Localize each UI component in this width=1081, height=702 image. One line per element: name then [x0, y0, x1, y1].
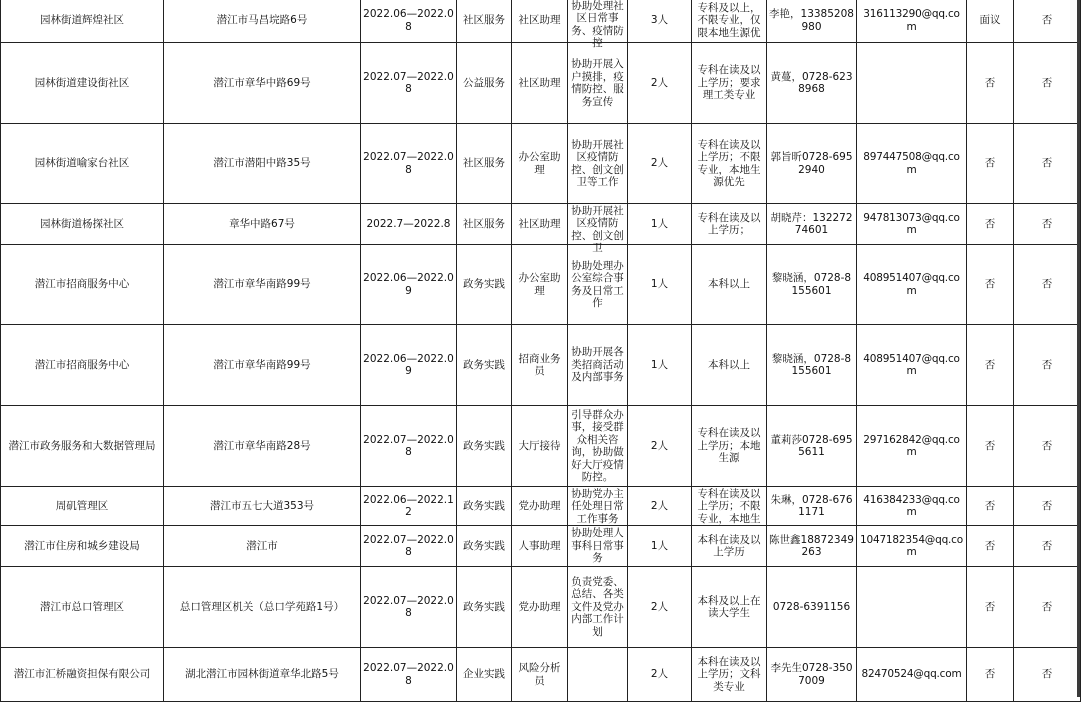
- requirements-cell: [692, 526, 767, 567]
- flag-cell: [1014, 325, 1081, 406]
- table-row: [1, 245, 1081, 325]
- unit-text: 周矶管理区: [55, 499, 109, 512]
- requirements-text: 专科在读及以上学历；要求理工类专业: [697, 64, 761, 102]
- contact-cell: [767, 526, 857, 567]
- table-row: [1, 567, 1081, 648]
- period-text: 2022.07—2022.08: [363, 662, 454, 687]
- contact-text: 胡晓芹：13227274601: [770, 211, 853, 236]
- position-text: 社区助理: [518, 14, 561, 27]
- contact-cell: [767, 43, 857, 124]
- requirements-text: 本科以上: [708, 358, 750, 371]
- count-cell: [628, 0, 692, 43]
- position-text: 大厅接待: [518, 439, 561, 452]
- contact-text: 董莉莎0728-6955611: [770, 433, 853, 458]
- negotiable-text: 否: [984, 157, 996, 170]
- email-cell: [857, 406, 967, 487]
- count-text: 2人: [650, 600, 669, 613]
- address-text: 潜江市章华南路28号: [213, 439, 311, 452]
- contact-text: 黎晓涵，0728-8155601: [771, 272, 852, 297]
- flag-text: 否: [1041, 600, 1053, 613]
- category-cell: [457, 43, 512, 124]
- period-text: 2022.06—2022.08: [363, 8, 454, 33]
- table-row: [1, 204, 1081, 245]
- requirements-cell: [692, 487, 767, 526]
- email-cell: [857, 0, 967, 43]
- email-text: 416384233@qq.com: [863, 493, 960, 518]
- unit-text: 园林街道建设街社区: [34, 76, 130, 89]
- category-text: 政务实践: [463, 439, 505, 452]
- period-text: 2022.07—2022.08: [363, 151, 454, 176]
- period-cell: [361, 204, 457, 245]
- address-cell: [164, 526, 361, 567]
- email-text: 82470524@qq.com: [861, 668, 962, 681]
- period-cell: [361, 325, 457, 406]
- email-text: 1047182354@qq.com: [860, 533, 963, 558]
- contact-text: 李先生0728-3507009: [770, 662, 853, 687]
- address-text: 潜江市: [246, 539, 278, 552]
- category-text: 政务实践: [463, 539, 505, 552]
- contact-text: 朱琳，0728-6761171: [770, 493, 853, 518]
- category-text: 政务实践: [463, 278, 505, 291]
- address-text: 潜江市章华中路69号: [213, 76, 311, 89]
- negotiable-text: 否: [984, 217, 996, 230]
- period-cell: [361, 43, 457, 124]
- requirements-cell: [692, 43, 767, 124]
- position-text: 社区助理: [518, 76, 561, 89]
- table-row: [1, 43, 1081, 124]
- flag-text: 否: [1041, 278, 1053, 291]
- position-text: 风险分析员: [518, 662, 561, 687]
- unit-cell: [1, 648, 164, 702]
- position-text: 社区助理: [518, 217, 561, 230]
- address-cell: [164, 567, 361, 648]
- duties-text: 协助开展各类招商活动及内部事务: [571, 346, 624, 384]
- requirements-cell: [692, 0, 767, 43]
- flag-text: 否: [1041, 668, 1053, 681]
- period-text: 2022.7—2022.8: [366, 217, 451, 230]
- period-text: 2022.06—2022.09: [363, 352, 454, 377]
- position-text: 党办助理: [518, 600, 561, 613]
- period-cell: [361, 245, 457, 325]
- count-cell: [628, 325, 692, 406]
- position-cell: [512, 204, 568, 245]
- category-text: 公益服务: [463, 76, 505, 89]
- address-cell: [164, 204, 361, 245]
- position-text: 党办助理: [518, 499, 561, 512]
- address-cell: [164, 648, 361, 702]
- count-text: 1人: [650, 358, 669, 371]
- category-text: 政务实践: [463, 358, 505, 371]
- period-text: 2022.06—2022.09: [363, 272, 454, 297]
- requirements-text: 专科在读及以上学历；不限专业，本地生源优先: [697, 138, 761, 188]
- address-text: 章华中路67号: [229, 217, 295, 230]
- flag-cell: [1014, 245, 1081, 325]
- email-cell: [857, 325, 967, 406]
- flag-text: 否: [1041, 76, 1053, 89]
- email-cell: [857, 526, 967, 567]
- count-cell: [628, 43, 692, 124]
- unit-cell: [1, 0, 164, 43]
- position-cell: [512, 526, 568, 567]
- count-cell: [628, 245, 692, 325]
- contact-cell: [767, 325, 857, 406]
- duties-cell: [568, 648, 628, 702]
- duties-text: 协助开展入户摸排，疫情防控、服务宣传: [571, 58, 624, 108]
- duties-text: 引导群众办事，接受群众相关咨询，协助做好大厅疫情防控。: [571, 408, 624, 483]
- unit-text: 园林街道喻家台社区: [34, 157, 130, 170]
- email-cell: [857, 43, 967, 124]
- position-cell: [512, 0, 568, 43]
- contact-cell: [767, 487, 857, 526]
- negotiable-cell: [967, 43, 1014, 124]
- address-cell: [164, 325, 361, 406]
- flag-cell: [1014, 526, 1081, 567]
- address-cell: [164, 124, 361, 204]
- count-text: 1人: [650, 539, 669, 552]
- email-cell: [857, 487, 967, 526]
- flag-cell: [1014, 406, 1081, 487]
- position-text: 办公室助理: [518, 151, 561, 176]
- position-cell: [512, 648, 568, 702]
- negotiable-text: 面议: [979, 14, 1001, 27]
- negotiable-text: 否: [984, 499, 996, 512]
- duties-cell: [568, 0, 628, 49]
- requirements-cell: [692, 325, 767, 406]
- contact-cell: [767, 245, 857, 325]
- email-text: 316113290@qq.com: [863, 8, 960, 33]
- category-text: 政务实践: [463, 600, 505, 613]
- period-text: 2022.06—2022.12: [363, 493, 454, 518]
- negotiable-text: 否: [984, 668, 996, 681]
- unit-text: 潜江市总口管理区: [40, 600, 124, 613]
- period-cell: [361, 0, 457, 43]
- duties-text: 协助处理人事科日常事务: [571, 527, 624, 565]
- unit-text: 潜江市住房和城乡建设局: [24, 539, 140, 552]
- duties-cell: [568, 487, 628, 526]
- category-text: 政务实践: [463, 499, 505, 512]
- flag-cell: [1014, 0, 1081, 43]
- address-text: 潜江市潜阳中路35号: [213, 157, 311, 170]
- category-cell: [457, 526, 512, 567]
- email-cell: [857, 567, 967, 648]
- duties-text: 协助处理办公室综合事务及日常工作: [571, 259, 624, 309]
- unit-cell: [1, 567, 164, 648]
- period-text: 2022.07—2022.08: [363, 594, 454, 619]
- address-text: 湖北潜江市园林街道章华北路5号: [185, 668, 339, 681]
- category-text: 社区服务: [463, 14, 505, 27]
- position-cell: [512, 325, 568, 406]
- flag-text: 否: [1041, 499, 1053, 512]
- unit-text: 潜江市招商服务中心: [34, 278, 130, 291]
- negotiable-text: 否: [984, 358, 996, 371]
- flag-cell: [1014, 648, 1081, 702]
- address-text: 潜江市章华南路99号: [213, 278, 311, 291]
- unit-cell: [1, 406, 164, 487]
- email-text: 408951407@qq.com: [863, 352, 960, 377]
- duties-cell: [568, 124, 628, 204]
- count-cell: [628, 124, 692, 204]
- negotiable-cell: [967, 0, 1014, 43]
- email-text: 947813073@qq.com: [863, 211, 960, 236]
- negotiable-text: 否: [984, 600, 996, 613]
- contact-cell: [767, 204, 857, 245]
- negotiable-cell: [967, 204, 1014, 245]
- address-cell: [164, 487, 361, 526]
- table-row: [1, 325, 1081, 406]
- category-cell: [457, 487, 512, 526]
- unit-cell: [1, 43, 164, 124]
- period-cell: [361, 648, 457, 702]
- duties-text: 协助开展社区疫情防控、创文创卫: [571, 204, 624, 254]
- contact-text: 郭旨昕0728-6952940: [770, 151, 853, 176]
- address-text: 潜江市五七大道353号: [209, 499, 315, 512]
- position-text: 办公室助理: [518, 272, 561, 297]
- requirements-text: 本科在读及以上学历；文科类专业: [697, 655, 761, 693]
- flag-text: 否: [1041, 439, 1053, 452]
- category-text: 社区服务: [463, 157, 505, 170]
- unit-cell: [1, 487, 164, 526]
- flag-cell: [1014, 43, 1081, 124]
- contact-cell: [767, 648, 857, 702]
- count-cell: [628, 567, 692, 648]
- position-cell: [512, 567, 568, 648]
- flag-text: 否: [1041, 14, 1053, 27]
- duties-cell: [568, 245, 628, 325]
- position-cell: [512, 124, 568, 204]
- requirements-text: 专科及以上，不限专业，仅限本地生源优: [697, 1, 761, 39]
- position-cell: [512, 245, 568, 325]
- position-text: 人事助理: [518, 539, 561, 552]
- negotiable-cell: [967, 245, 1014, 325]
- duties-cell: [568, 567, 628, 648]
- period-cell: [361, 526, 457, 567]
- table-row: [1, 526, 1081, 567]
- category-cell: [457, 567, 512, 648]
- flag-text: 否: [1041, 539, 1053, 552]
- negotiable-cell: [967, 487, 1014, 526]
- count-text: 2人: [650, 76, 669, 89]
- flag-text: 否: [1041, 157, 1053, 170]
- sheet-right-edge: [1077, 0, 1080, 697]
- contact-text: 李艳，13385208980: [769, 8, 854, 33]
- count-cell: [628, 526, 692, 567]
- count-text: 1人: [650, 278, 669, 291]
- address-cell: [164, 43, 361, 124]
- address-text: 总口管理区机关（总口学苑路1号）: [179, 600, 345, 613]
- position-cell: [512, 43, 568, 124]
- flag-cell: [1014, 487, 1081, 526]
- requirements-cell: [692, 406, 767, 487]
- count-cell: [628, 406, 692, 487]
- period-cell: [361, 487, 457, 526]
- unit-cell: [1, 325, 164, 406]
- period-cell: [361, 124, 457, 204]
- contact-cell: [767, 567, 857, 648]
- address-cell: [164, 406, 361, 487]
- negotiable-cell: [967, 526, 1014, 567]
- table-row: [1, 648, 1081, 702]
- negotiable-cell: [967, 124, 1014, 204]
- contact-cell: [767, 406, 857, 487]
- email-cell: [857, 648, 967, 702]
- negotiable-cell: [967, 406, 1014, 487]
- category-cell: [457, 245, 512, 325]
- address-text: 潜江市章华南路99号: [213, 358, 311, 371]
- count-cell: [628, 204, 692, 245]
- unit-cell: [1, 124, 164, 204]
- position-text: 招商业务员: [518, 352, 561, 377]
- flag-cell: [1014, 124, 1081, 204]
- contact-text: 陈世鑫18872349263: [769, 533, 854, 558]
- category-cell: [457, 204, 512, 245]
- negotiable-text: 否: [984, 76, 996, 89]
- unit-text: 园林街道杨探社区: [40, 217, 124, 230]
- count-text: 2人: [650, 499, 669, 512]
- count-text: 2人: [650, 439, 669, 452]
- contact-text: 黎晓涵，0728-8155601: [771, 352, 852, 377]
- address-cell: [164, 245, 361, 325]
- flag-cell: [1014, 204, 1081, 245]
- negotiable-cell: [967, 567, 1014, 648]
- address-text: 潜江市马昌垸路6号: [216, 14, 308, 27]
- contact-text: 0728-6391156: [772, 600, 851, 613]
- unit-cell: [1, 245, 164, 325]
- requirements-text: 专科在读及以上学历；不限专业，本地生: [697, 487, 761, 525]
- requirements-text: 本科在读及以上学历: [697, 533, 761, 558]
- negotiable-text: 否: [984, 439, 996, 452]
- negotiable-cell: [967, 325, 1014, 406]
- duties-text: 协助开展社区疫情防控、创文创卫等工作: [571, 138, 624, 188]
- duties-text: 协助党办主任处理日常工作事务: [571, 487, 624, 525]
- email-text: 897447508@qq.com: [863, 151, 960, 176]
- requirements-text: 专科在读及以上学历；本地生源: [697, 427, 761, 465]
- duties-cell: [568, 204, 628, 254]
- unit-cell: [1, 526, 164, 567]
- period-cell: [361, 567, 457, 648]
- unit-text: 潜江市招商服务中心: [34, 358, 130, 371]
- requirements-text: 本科及以上在读大学生: [697, 594, 761, 619]
- requirements-cell: [692, 124, 767, 204]
- requirements-cell: [692, 245, 767, 325]
- position-cell: [512, 487, 568, 526]
- requirements-text: 专科在读及以上学历；: [697, 211, 761, 236]
- category-text: 社区服务: [463, 217, 505, 230]
- flag-cell: [1014, 567, 1081, 648]
- table-row: [1, 124, 1081, 204]
- count-text: 3人: [650, 14, 669, 27]
- flag-text: 否: [1041, 217, 1053, 230]
- duties-cell: [568, 526, 628, 567]
- flag-text: 否: [1041, 358, 1053, 371]
- count-text: 2人: [650, 668, 669, 681]
- category-cell: [457, 406, 512, 487]
- negotiable-text: 否: [984, 539, 996, 552]
- unit-cell: [1, 204, 164, 245]
- count-text: 2人: [650, 157, 669, 170]
- position-cell: [512, 406, 568, 487]
- duties-text: 协助处理社区日常事务、疫情防控: [571, 0, 624, 49]
- table-row: [1, 487, 1081, 526]
- count-cell: [628, 648, 692, 702]
- address-cell: [164, 0, 361, 43]
- unit-text: 园林街道辉煌社区: [40, 14, 124, 27]
- requirements-cell: [692, 648, 767, 702]
- period-text: 2022.07—2022.08: [363, 433, 454, 458]
- contact-text: 黄蔓，0728-6238968: [770, 70, 853, 95]
- table-row: [1, 406, 1081, 487]
- duties-text: 负责党委、总结、各类文件及党办内部工作计划: [571, 575, 624, 638]
- duties-cell: [568, 325, 628, 406]
- table-row: [1, 0, 1081, 43]
- category-cell: [457, 0, 512, 43]
- period-text: 2022.07—2022.08: [363, 533, 454, 558]
- negotiable-text: 否: [984, 278, 996, 291]
- category-cell: [457, 648, 512, 702]
- count-text: 1人: [650, 217, 669, 230]
- requirements-text: 本科以上: [708, 278, 750, 291]
- duties-cell: [568, 43, 628, 124]
- duties-cell: [568, 406, 628, 487]
- unit-text: 潜江市汇桥融资担保有限公司: [13, 668, 151, 681]
- unit-text: 潜江市政务服务和大数据管理局: [8, 439, 156, 452]
- email-text: 408951407@qq.com: [863, 272, 960, 297]
- email-cell: [857, 245, 967, 325]
- requirements-cell: [692, 567, 767, 648]
- period-cell: [361, 406, 457, 487]
- contact-cell: [767, 124, 857, 204]
- category-cell: [457, 325, 512, 406]
- email-cell: [857, 124, 967, 204]
- email-cell: [857, 204, 967, 245]
- negotiable-cell: [967, 648, 1014, 702]
- table-body: [1, 0, 1081, 702]
- category-text: 企业实践: [463, 668, 505, 681]
- period-text: 2022.07—2022.08: [363, 70, 454, 95]
- requirements-cell: [692, 204, 767, 245]
- count-cell: [628, 487, 692, 526]
- email-text: 297162842@qq.com: [863, 433, 960, 458]
- contact-cell: [767, 0, 857, 43]
- category-cell: [457, 124, 512, 204]
